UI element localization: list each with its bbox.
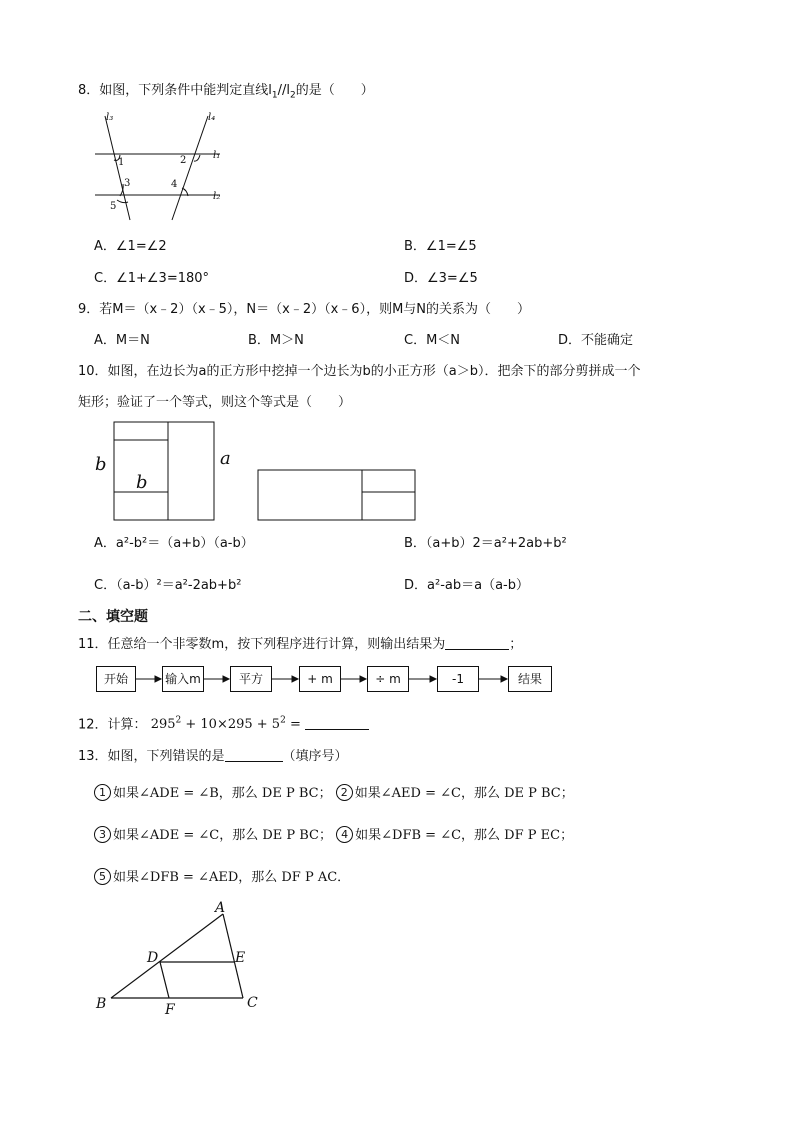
flow-step-divide-m: ÷ m <box>367 666 409 692</box>
flow-step-minus-1: -1 <box>437 666 479 692</box>
label-l1: l₁ <box>213 150 221 161</box>
q8-stem: 8．如图，下列条件中能判定直线$l_1//l_2$的是（ ） <box>78 83 374 101</box>
q9-option-d[interactable]: D．不能确定 <box>558 333 634 348</box>
q13-row1: 1 如果∠ADE = ∠B，那么 DE P BC； 2 如果∠AED = ∠C，那么 DE P BC； <box>94 784 574 803</box>
q12-expression: $295^2 + 10\times 295 + 5^2$ = <box>150 716 301 733</box>
angle-5: 5 <box>110 201 117 212</box>
label-a-right: a <box>220 448 231 469</box>
q10-option-c[interactable]: C．（a-b）²＝a²-2ab+b² <box>94 578 242 593</box>
q13-statement-2: 如果∠AED = ∠C，那么 DE P BC <box>354 786 561 801</box>
segment-df <box>160 962 169 998</box>
q10-stem-line2: 矩形；验证了一个等式，则这个等式是（ ） <box>78 395 352 410</box>
q13-statement-4: 如果∠DFB = ∠C，那么 DF P EC <box>355 828 561 843</box>
label-b-left: b <box>95 454 107 475</box>
q13-triangle-figure <box>90 900 280 1020</box>
angle-3: 3 <box>124 178 131 189</box>
section-title: 二、填空题 <box>78 609 148 625</box>
flow-step-plus-m: + m <box>299 666 341 692</box>
angle-1: 1 <box>118 157 125 168</box>
q13-row2: 3 如果∠ADE = ∠C，那么 DE P BC； 4 如果∠DFB = ∠C，那么 DF P EC； <box>94 826 573 845</box>
q9-option-c[interactable]: C．M＜N <box>404 333 461 348</box>
label-l2: l₂ <box>213 191 221 202</box>
circled-number: 1 <box>94 784 111 801</box>
circled-number: 2 <box>336 784 353 801</box>
flow-step-start: 开始 <box>96 666 136 692</box>
point-c: C <box>247 995 258 1011</box>
label-l4: l₄ <box>208 112 216 123</box>
q9-option-a[interactable]: A．M＝N <box>94 333 150 348</box>
point-d: D <box>147 950 159 966</box>
q12-answer-blank[interactable] <box>305 729 369 730</box>
circled-number: 4 <box>336 826 353 843</box>
q13-row3 <box>94 868 350 887</box>
flow-step-input: 输入m <box>162 666 204 692</box>
label-b-inner: b <box>136 472 148 493</box>
angle-2: 2 <box>180 155 187 166</box>
q8-option-d[interactable]: D．∠3=∠5 <box>404 271 478 286</box>
q13-answer-blank[interactable] <box>225 761 283 762</box>
point-e: E <box>235 950 246 966</box>
q13-statement-1: 如果∠ADE = ∠B，那么 DE P BC <box>113 786 319 801</box>
circled-number: 5 <box>94 868 111 885</box>
flow-step-result: 结果 <box>508 666 552 692</box>
q11-stem: 11．任意给一个非零数m，按下列程序进行计算，则输出结果为 ； <box>78 637 523 652</box>
q10-option-a[interactable]: A．a²-b²＝（a+b）（a-b） <box>94 536 254 551</box>
q13-stem: 13．如图，下列错误的是 （填序号） <box>78 749 348 764</box>
circled-number: 3 <box>94 826 111 843</box>
q10-option-b[interactable]: B．（a+b）2＝a²+2ab+b² <box>404 536 567 551</box>
angle-4: 4 <box>171 179 178 190</box>
flow-step-square: 平方 <box>230 666 272 692</box>
q9-option-b[interactable]: B．M＞N <box>248 333 304 348</box>
q13-statement-3: 如果∠ADE = ∠C，那么 DE P BC <box>113 828 319 843</box>
q13-statement-5: 如果∠DFB = ∠AED，那么 DF P AC． <box>113 870 351 885</box>
q12-line: 12．计算： $295^2 + 10\times 295 + 5^2$ = <box>78 712 369 734</box>
point-f: F <box>165 1002 175 1018</box>
label-l3: l₃ <box>106 112 114 123</box>
point-b: B <box>96 996 107 1012</box>
side-ab <box>111 914 223 998</box>
q9-stem: 9．若M＝（x﹣2）（x﹣5），N＝（x﹣2）（x﹣6），则M与N的关系为（ ） <box>78 302 531 317</box>
point-a: A <box>215 900 226 916</box>
q8-option-a[interactable]: A．∠1=∠2 <box>94 239 167 254</box>
q10-option-d[interactable]: D．a²-ab＝a（a-b） <box>404 578 529 593</box>
q10-stem-line1: 10．如图，在边长为a的正方形中挖掉一个边长为b的小正方形（a＞b）．把余下的部分剪拼成一个 <box>78 364 641 379</box>
q8-option-b[interactable]: B．∠1=∠5 <box>404 239 477 254</box>
q8-option-c[interactable]: C．∠1+∠3=180° <box>94 271 210 286</box>
